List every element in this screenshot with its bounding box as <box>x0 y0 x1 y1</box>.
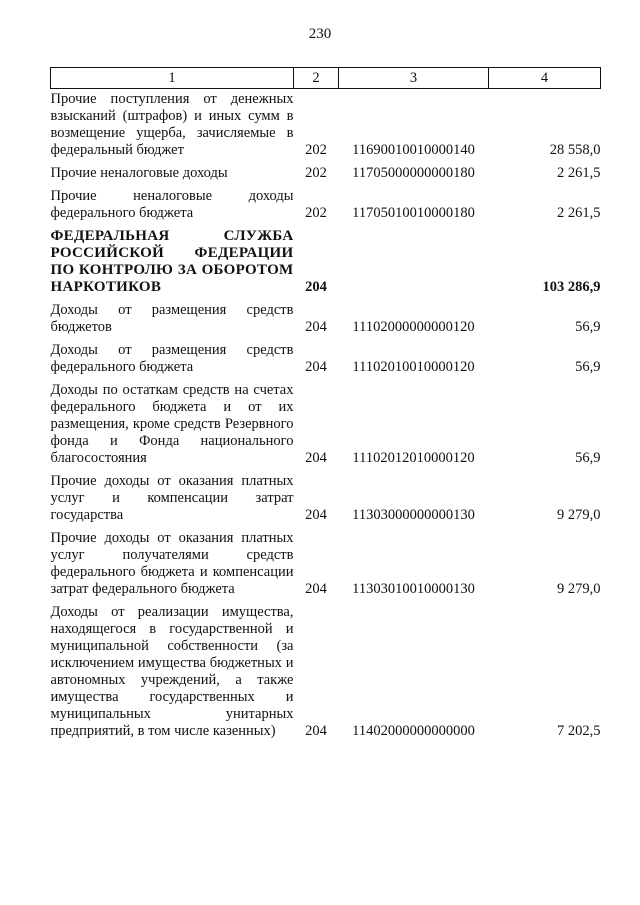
row-admin-code: 204 <box>305 319 327 335</box>
row-kbk: 11102010010000120 <box>352 359 475 375</box>
table-row <box>51 598 601 740</box>
row-kbk: 11303000000000130 <box>352 507 475 523</box>
row-admin-code: 204 <box>305 581 327 597</box>
row-name: Прочие неналоговые доходы <box>50 165 228 181</box>
table-row <box>51 524 601 598</box>
row-name: Прочие поступления от денежных взысканий (штрафов) и иных сумм в возмещение ущерба, зачисляемые в федеральный бюджет <box>50 91 294 158</box>
row-amount: 7 202,5 <box>557 723 601 739</box>
row-amount: 56,9 <box>575 450 601 466</box>
table-row <box>51 376 601 467</box>
column-header-4: 4 <box>489 68 601 89</box>
column-header-1: 1 <box>51 68 294 89</box>
row-kbk: 11705010010000180 <box>352 205 475 221</box>
table-row <box>51 336 601 376</box>
table-row <box>51 89 601 160</box>
row-kbk: 11102012010000120 <box>352 450 475 466</box>
row-kbk: 11303010010000130 <box>352 581 475 597</box>
row-amount: 2 261,5 <box>557 165 601 181</box>
row-name: Прочие доходы от оказания платных услуг получателями средств федерального бюджета и компенсации затрат федерального бюджета <box>50 530 294 597</box>
agency-total-amount: 103 286,9 <box>542 279 601 295</box>
table-row-agency <box>51 222 601 296</box>
row-amount: 56,9 <box>575 359 601 375</box>
table-row <box>51 159 601 182</box>
row-admin-code: 204 <box>305 507 327 523</box>
row-admin-code: 204 <box>305 359 327 375</box>
page-number: 230 <box>308 26 332 42</box>
row-kbk: 11402000000000000 <box>352 723 475 739</box>
row-kbk: 11705000000000180 <box>352 165 475 181</box>
row-name: Прочие неналоговые доходы федерального бюджета <box>50 188 294 221</box>
row-name: Доходы от размещения средств федерального бюджета <box>50 342 294 375</box>
row-amount: 56,9 <box>575 319 601 335</box>
revenue-table <box>50 67 601 740</box>
row-amount: 2 261,5 <box>557 205 601 221</box>
row-admin-code: 204 <box>305 450 327 466</box>
row-amount: 9 279,0 <box>557 507 601 523</box>
row-name: Доходы по остаткам средств на счетах федерального бюджета и от их размещения, кроме средств Резервного фонда и Фонда национального благосостояния <box>50 382 294 466</box>
row-admin-code: 202 <box>305 165 327 181</box>
row-name: Доходы от реализации имущества, находящегося в государственной и муниципальной собственности (за исключением имущества бюджетных и автономных учреждений, а также имущества государственных и муниципальных унитарных предприятий, в том числе казенных) <box>50 604 294 739</box>
row-name: Доходы от размещения средств бюджетов <box>50 302 294 335</box>
row-admin-code: 202 <box>305 142 327 158</box>
table-row <box>51 296 601 336</box>
column-header-3: 3 <box>339 68 489 89</box>
table-row <box>51 182 601 222</box>
agency-kbk <box>339 222 489 296</box>
table-row <box>51 467 601 524</box>
agency-name: ФЕДЕРАЛЬНАЯ СЛУЖБА РОССИЙСКОЙ ФЕДЕРАЦИИ ПО КОНТРОЛЮ ЗА ОБОРОТОМ НАРКОТИКОВ <box>50 228 294 295</box>
table-header <box>51 68 601 89</box>
row-amount: 9 279,0 <box>557 581 601 597</box>
row-kbk: 11690010010000140 <box>352 142 475 158</box>
row-name: Прочие доходы от оказания платных услуг и компенсации затрат государства <box>50 473 294 523</box>
row-amount: 28 558,0 <box>549 142 601 158</box>
row-admin-code: 204 <box>305 723 327 739</box>
column-header-2: 2 <box>294 68 339 89</box>
agency-admin-code: 204 <box>305 279 327 295</box>
row-kbk: 11102000000000120 <box>352 319 475 335</box>
row-admin-code: 202 <box>305 205 327 221</box>
